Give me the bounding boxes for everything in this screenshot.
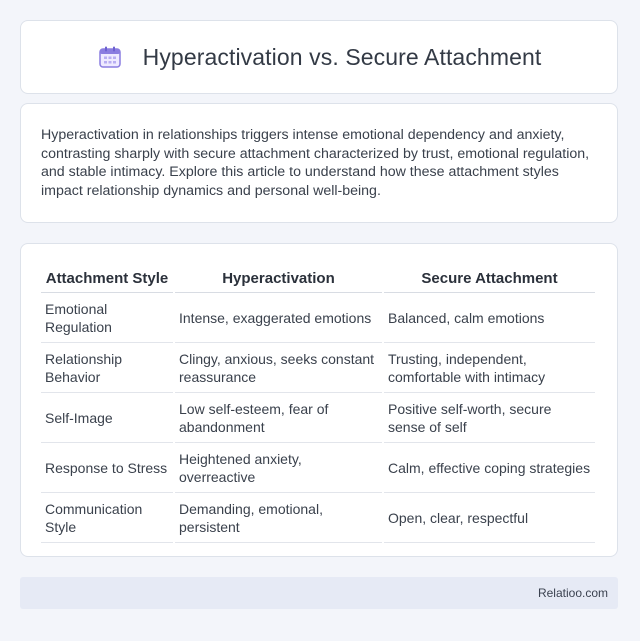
table-row <box>41 343 595 393</box>
column-header: Hyperactivation <box>175 264 382 293</box>
table-row <box>41 493 595 543</box>
table-cell: Calm, effective coping strategies <box>384 443 595 493</box>
table-cell: Low self-esteem, fear of abandonment <box>175 393 382 443</box>
table-header-row <box>41 264 595 293</box>
footer-site-link[interactable]: Relatioo.com <box>537 586 608 600</box>
table-cell: Positive self-worth, secure sense of self <box>384 393 595 443</box>
table-cell: Clingy, anxious, seeks constant reassurance <box>175 343 382 393</box>
table-cell: Communication Style <box>41 493 173 543</box>
table-cell: Heightened anxiety, overreactive <box>175 443 382 493</box>
table-cell: Relationship Behavior <box>41 343 173 393</box>
column-header: Secure Attachment <box>384 264 595 293</box>
table-cell: Balanced, calm emotions <box>384 293 595 343</box>
page-title: Hyperactivation vs. Secure Attachment <box>142 43 542 70</box>
table-row <box>41 443 595 493</box>
table-cell: Emotional Regulation <box>41 293 173 343</box>
calendar-icon <box>97 44 123 70</box>
intro-card <box>20 103 618 223</box>
table-cell: Trusting, independent, comfortable with intimacy <box>384 343 595 393</box>
intro-paragraph: Hyperactivation in relationships triggers intense emotional dependency and anxiety, contrasting sharply with secure attachment characterized by trust, emotional regulation, and stable intimacy. Explore this article to understand how these attachment styles impact relationship dynamics and personal well-being. <box>41 127 590 199</box>
column-header: Attachment Style <box>41 264 173 293</box>
table-cell: Intense, exaggerated emotions <box>175 293 382 343</box>
table-row <box>41 293 595 343</box>
table-cell: Response to Stress <box>41 443 173 493</box>
comparison-table <box>39 264 597 543</box>
footer-bar <box>20 577 618 609</box>
table-cell: Demanding, emotional, persistent <box>175 493 382 543</box>
table-cell: Self-Image <box>41 393 173 443</box>
title-card <box>20 20 618 94</box>
table-cell: Open, clear, respectful <box>384 493 595 543</box>
table-row <box>41 393 595 443</box>
comparison-table-card <box>20 243 618 557</box>
